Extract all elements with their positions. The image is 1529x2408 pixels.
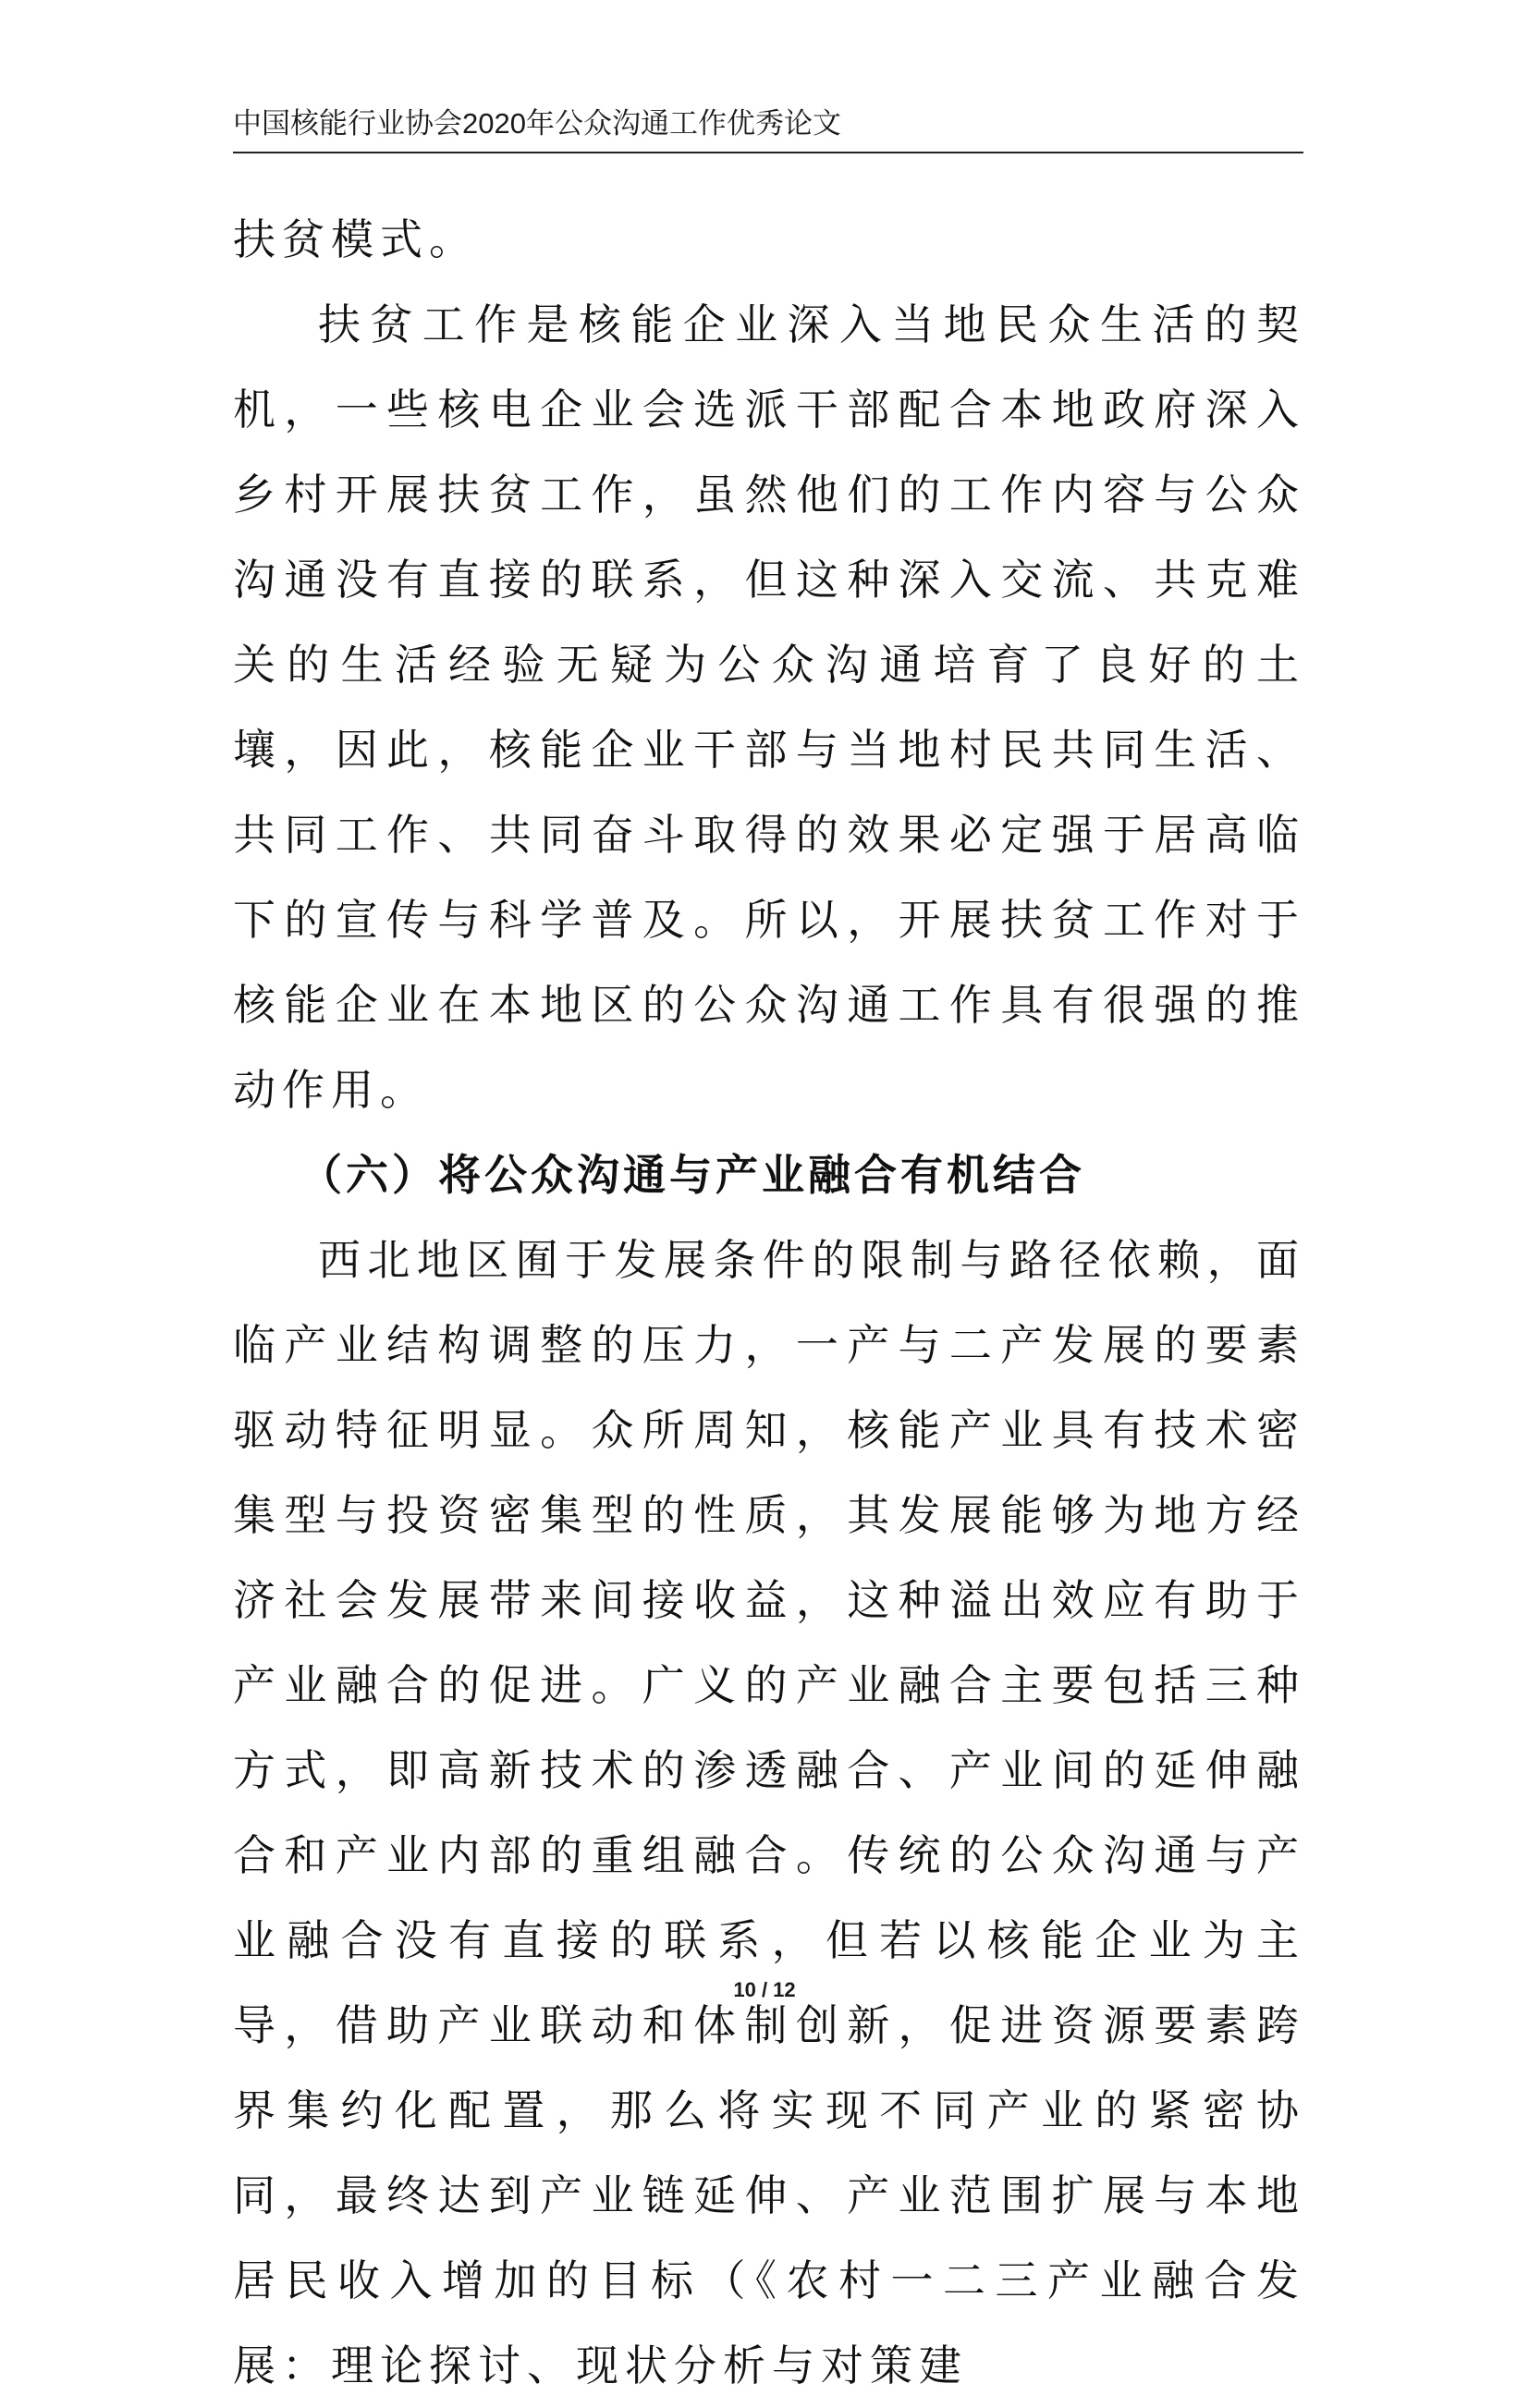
header-title: 中国核能行业协会2020年公众沟通工作优秀论文 <box>233 107 841 140</box>
page-header <box>233 105 1303 153</box>
paragraph-continuation: 扶贫模式。 <box>233 214 478 264</box>
document-body <box>233 197 1305 2408</box>
page-number: 10 / 12 <box>733 1978 796 2001</box>
paragraph-poverty-alleviation: 扶贫工作是核能企业深入当地民众生活的契机，一些核电企业会选派干部配合本地政府深入乡村开展扶贫工作，虽然他们的工作内容与公众沟通没有直接的联系，但这种深入交流、共克难关的生活经验无疑为公众沟通培育了良好的土壤，因此，核能企业干部与当地村民共同生活、共同工作、共同奋斗取得的效果必定强于居高临下的宣传与科学普及。所以，开展扶贫工作对于核能企业在本地区的公众沟通工作具有很强的推动作用。 <box>233 299 1305 1115</box>
page-footer <box>0 1978 1529 2002</box>
section-heading-6: （六）将公众沟通与产业融合有机结合 <box>300 1150 1085 1200</box>
paragraph-industry-integration: 西北地区囿于发展条件的限制与路径依赖，面临产业结构调整的压力，一产与二产发展的要素驱动特征明显。众所周知，核能产业具有技术密集型与投资密集型的性质，其发展能够为地方经济社会发展带来间接收益，这种溢出效应有助于产业融合的促进。广义的产业融合主要包括三种方式，即高新技术的渗透融合、产业间的延伸融合和产业内部的重组融合。传统的公众沟通与产业融合没有直接的联系，但若以核能企业为主导，借助产业联动和体制创新，促进资源要素跨界集约化配置，那么将实现不同产业的紧密协同，最终达到产业链延伸、产业范围扩展与本地居民收入增加的目标（《农村一二三产业融合发展：理论探讨、现状分析与对策建 <box>233 1235 1305 2390</box>
